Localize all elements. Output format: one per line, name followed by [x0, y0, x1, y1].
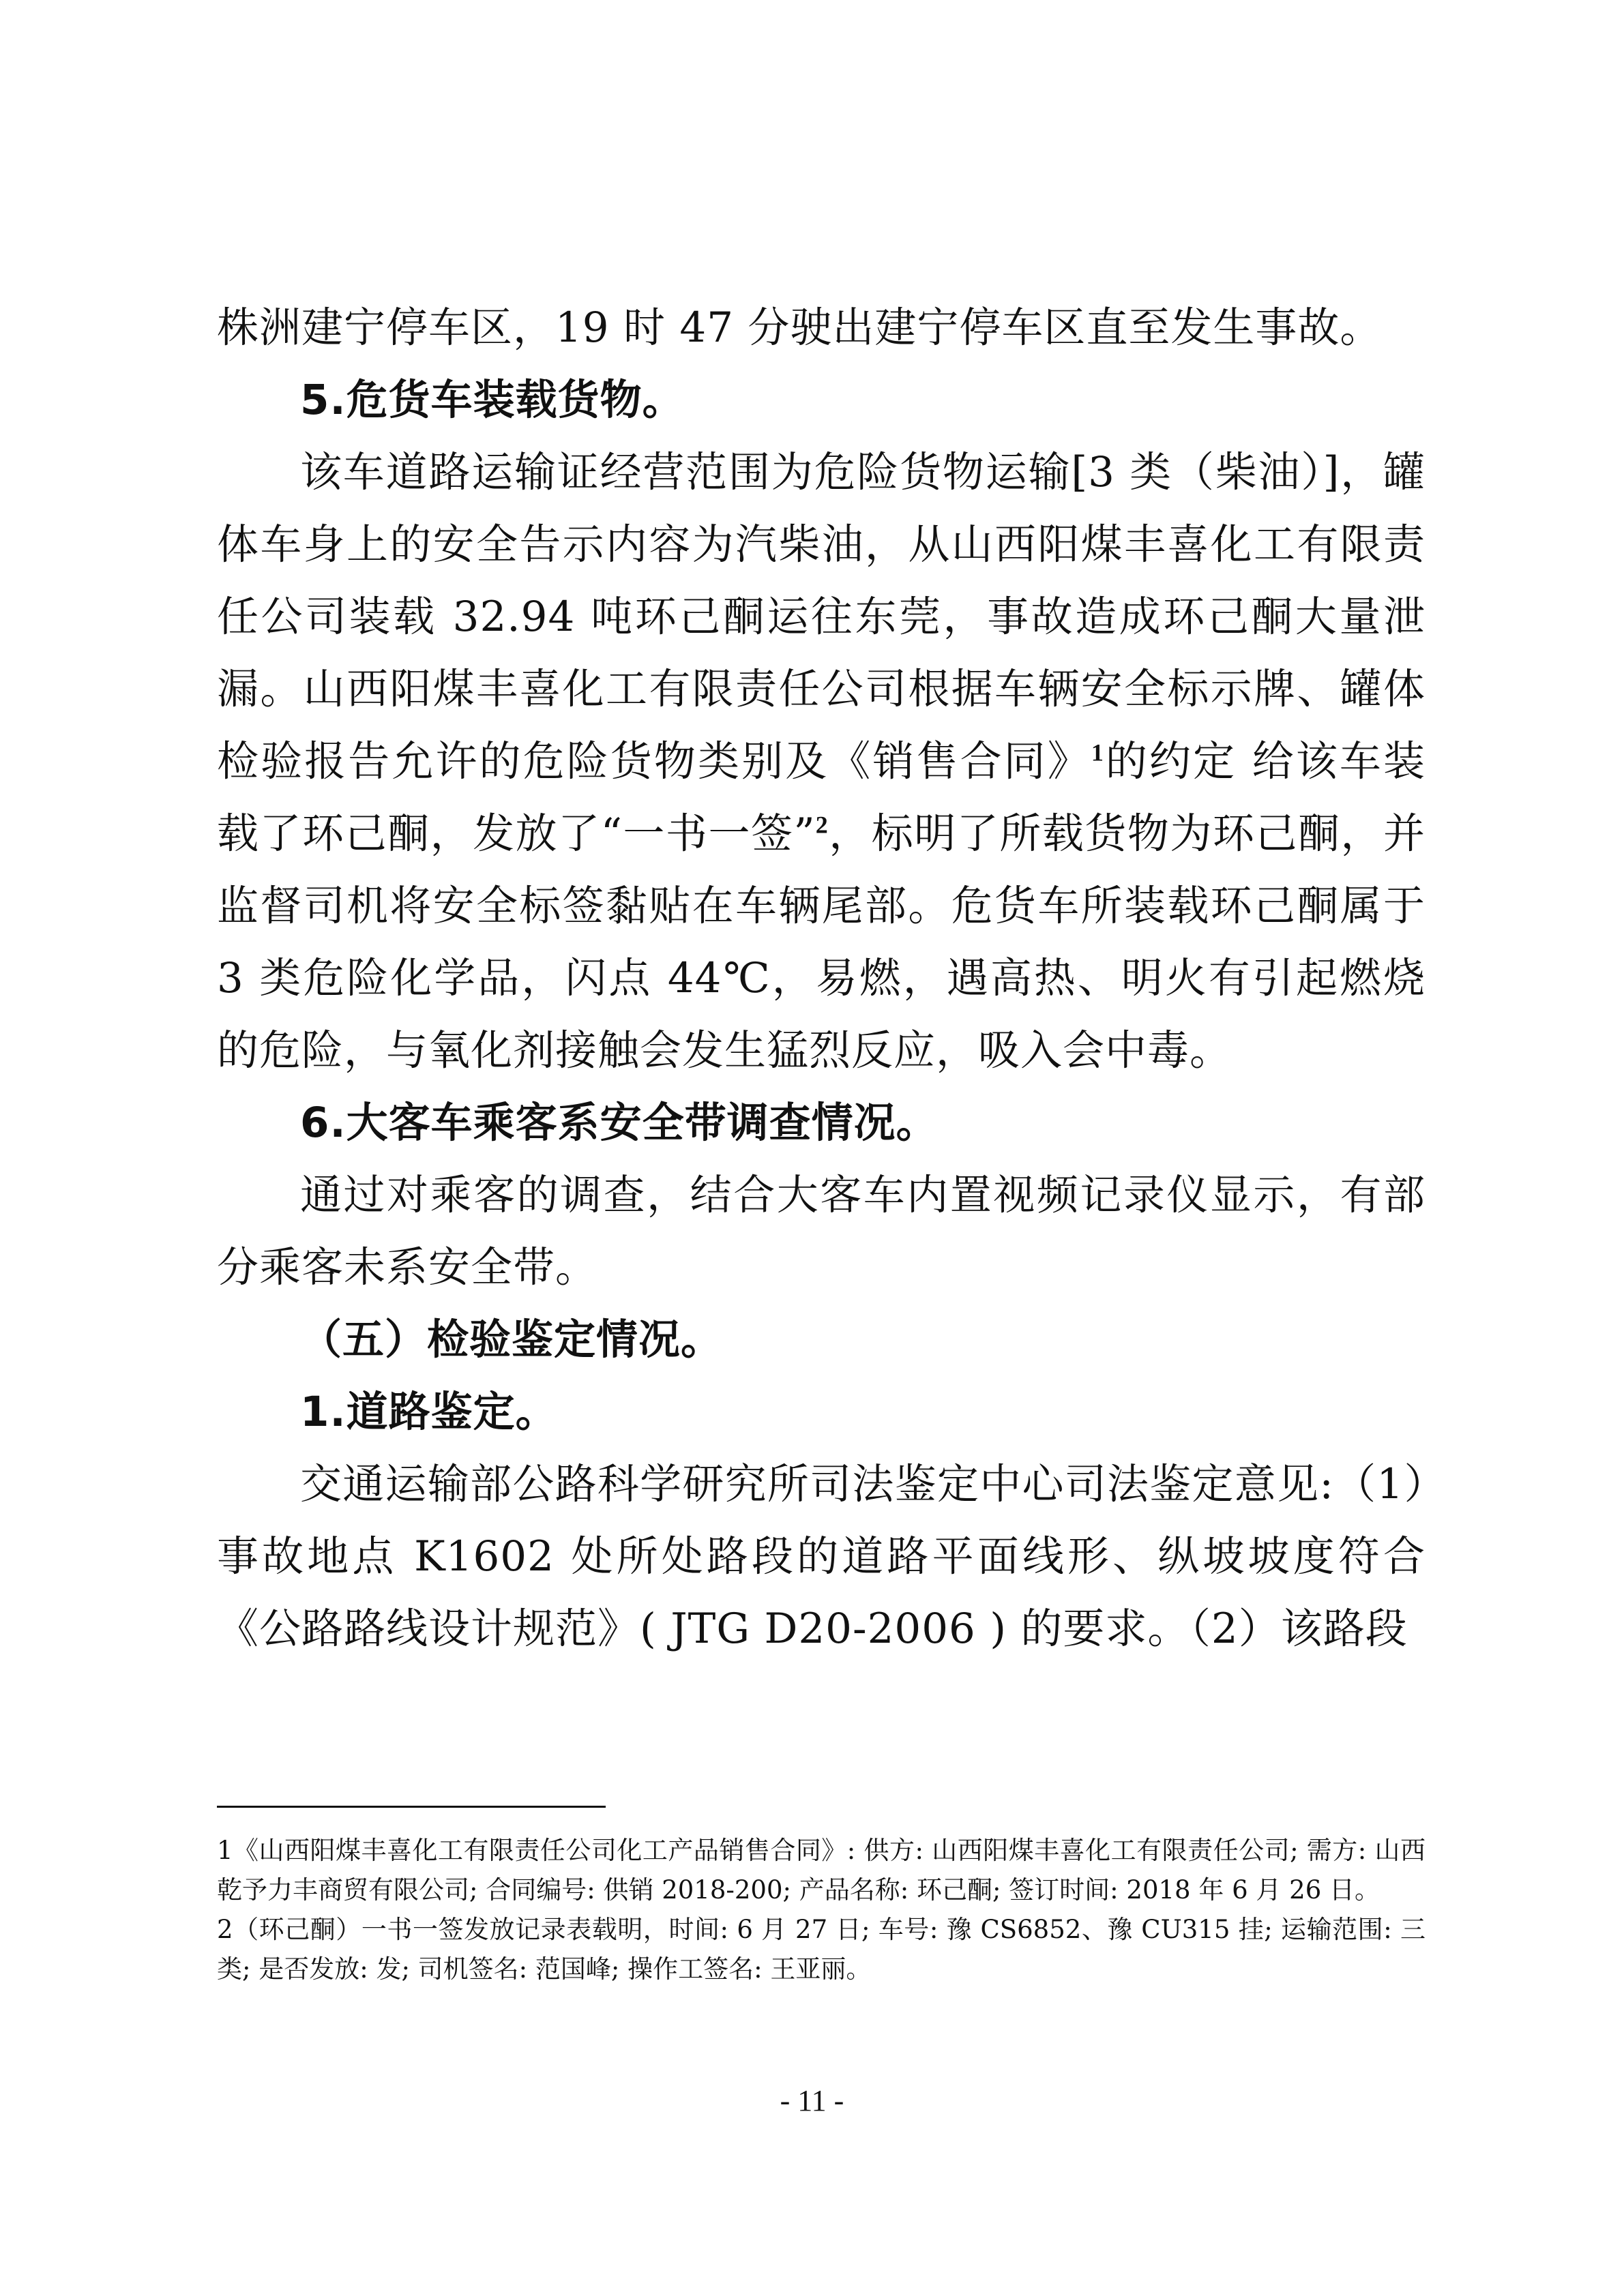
cargo-text-part-1: 该车道路运输证经营范围为危险货物运输[3 类（柴油）]，罐体车身上的安全告示内容为汽柴油，从山西阳煤丰喜化工有限责任公司装载 32.94 吨环己酮运往东莞，事故造成环己酮大量泄漏。山西阳煤丰喜化工有限责任公司根据车辆安全标示牌、罐体检验报告允许的危险货物类别及《销售合同》 [217, 448, 1426, 786]
cargo-text-part-3: ，标明了所载货物为环己酮，并监督司机将安全标签黏贴在车辆尾部。危货车所装载环己酮属于 3 类危险化学品，闪点 44℃，易燃，遇高热、明火有引起燃烧的危险，与氧化剂接触会发生猛烈反应，吸入会中毒。 [217, 809, 1426, 1075]
heading-road-appraisal: 1.道路鉴定。 [300, 1388, 558, 1436]
paragraph-seatbelt-details: 通过对乘客的调查，结合大客车内置视频记录仪显示，有部分乘客未系安全带。 [217, 1171, 1426, 1292]
footnotes [217, 1831, 1426, 1989]
paragraph-continuation: 株洲建宁停车区，19 时 47 分驶出建宁停车区直至发生事故。 [217, 303, 1383, 352]
paragraph-cargo-details [217, 436, 1426, 1087]
footnote-divider [217, 1806, 606, 1808]
heading-inspection: （五）检验鉴定情况。 [300, 1315, 724, 1364]
page-number: - 11 - [780, 2084, 844, 2117]
body-text [217, 292, 1426, 1665]
footnote-ref-2[interactable]: 2 [815, 811, 829, 839]
footnote-ref-1[interactable]: 1 [1091, 739, 1104, 766]
paragraph-road-appraisal: 交通运输部公路科学研究所司法鉴定中心司法鉴定意见:（1）事故地点 K1602 处所处路段的道路平面线形、纵坡坡度符合《公路路线设计规范》( JTG D20-2006 ) 的要求。（2）该路段 [217, 1460, 1426, 1653]
footnote-2: 2（环己酮）一书一签发放记录表载明，时间: 6 月 27 日; 车号: 豫 CS6852、豫 CU315 挂; 运输范围: 三类; 是否发放: 发; 司机签名: 范国峰; 操作工签名: 王亚丽。 [217, 1915, 1426, 1984]
cargo-text-part-2: 的约定 给该车装载了环己酮，发放了“一书一签” [217, 737, 1426, 858]
heading-seatbelt-survey: 6.大客车乘客系安全带调查情况。 [300, 1099, 939, 1147]
footnote-1: 1《山西阳煤丰喜化工有限责任公司化工产品销售合同》: 供方: 山西阳煤丰喜化工有限责任公司; 需方: 山西乾予力丰商贸有限公司; 合同编号: 供销 2018-200; 产品名称: 环己酮; 签订时间: 2018 年 6 月 26 日。 [217, 1836, 1426, 1905]
heading-cargo-loading: 5.危货车装载货物。 [300, 376, 685, 424]
